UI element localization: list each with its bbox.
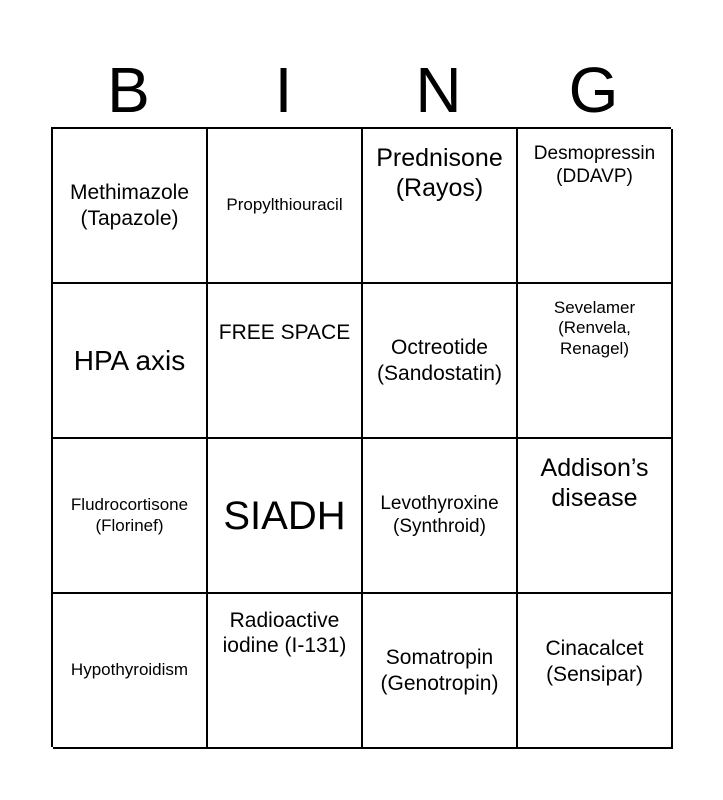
bingo-cell[interactable] [518,594,673,749]
bingo-board [51,127,671,747]
bingo-cell[interactable] [208,594,363,749]
bingo-cell-text: Methimazole (Tapazole) [69,181,190,230]
bingo-cell[interactable] [363,129,518,284]
bingo-cell-text: FREE SPACE [218,321,351,344]
bingo-cell-text: Radioactive iodine (I-131) [222,609,347,658]
bingo-cell-text: Somatropin (Genotropin) [380,646,499,695]
bingo-cell-text: Levothyroxine (Synthroid) [380,492,499,537]
header-letter-g: G [568,54,619,126]
bingo-cell[interactable] [363,284,518,439]
bingo-cell-text: Desmopressin (DDAVP) [533,143,656,187]
bingo-cell[interactable] [208,439,363,594]
bingo-cell-text: Fludrocortisone (Florinef) [70,495,189,535]
bingo-cell-text: Prednisone (Rayos) [376,144,503,202]
bingo-cell-text: Hypothyroidism [70,660,189,680]
bingo-cell-text: Propylthiouracil [226,195,343,215]
free-space-cell[interactable] [208,284,363,439]
bingo-cell[interactable] [53,439,208,594]
bingo-cell[interactable] [53,129,208,284]
bingo-cell[interactable] [53,594,208,749]
bingo-cell[interactable] [208,129,363,284]
bingo-cell-text: SIADH [223,493,346,538]
bingo-cell-text: Sevelamer (Renvela, Renagel) [553,298,636,358]
bingo-header [51,52,671,128]
header-letter-i: I [274,54,293,126]
bingo-cell[interactable] [363,439,518,594]
bingo-cell[interactable] [53,284,208,439]
bingo-cell-text: Addison’s disease [540,454,649,512]
header-letter-n: N [415,54,462,126]
bingo-cell-text: Cinacalcet (Sensipar) [545,637,644,686]
bingo-cell-text: HPA axis [73,344,186,376]
bingo-cell[interactable] [363,594,518,749]
bingo-cell[interactable] [518,439,673,594]
bingo-cell-text: Octreotide (Sandostatin) [377,336,502,385]
bingo-cell[interactable] [518,284,673,439]
bingo-cell[interactable] [518,129,673,284]
header-letter-b: B [107,54,150,126]
